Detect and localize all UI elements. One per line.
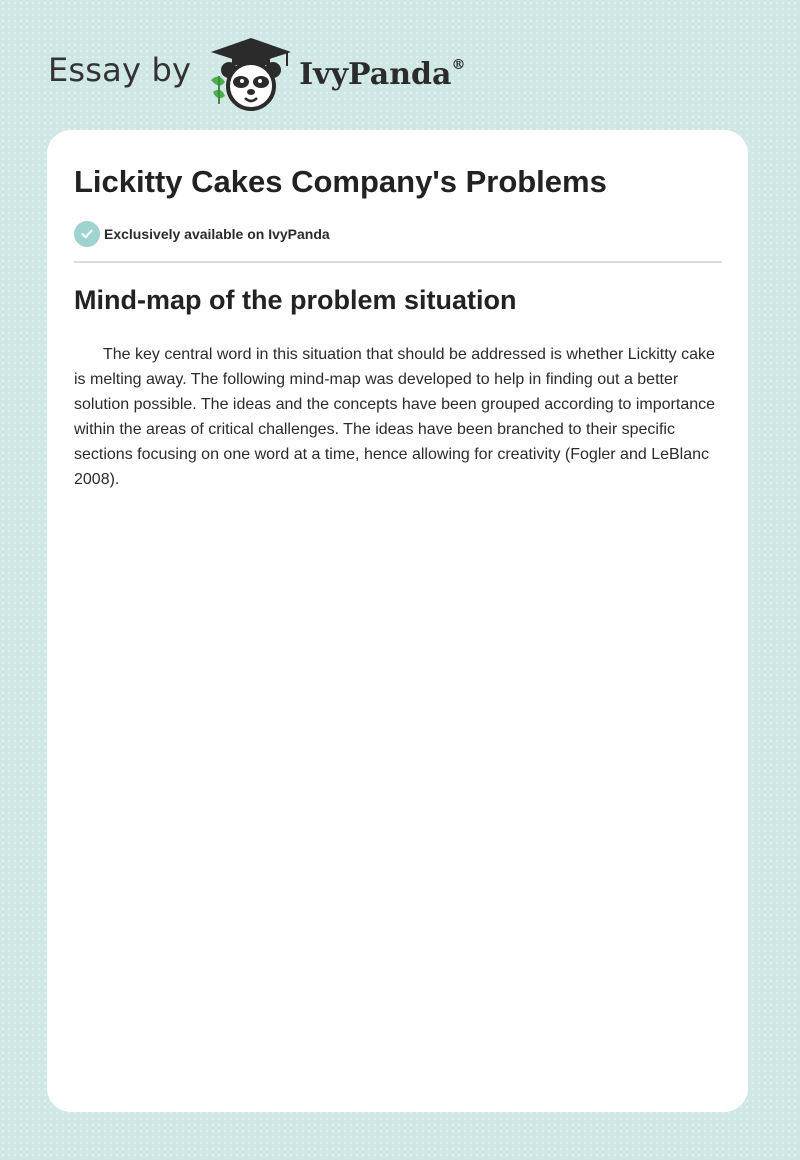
registered-mark: ® [451, 56, 466, 73]
brand-text: IvyPanda [299, 56, 452, 92]
brand-name[interactable] [299, 57, 465, 92]
article-card [47, 130, 748, 1112]
check-circle-icon [74, 221, 100, 247]
essay-by-label: Essay by [48, 51, 192, 89]
exclusive-badge [74, 221, 330, 247]
divider [74, 261, 722, 263]
page-title: Lickitty Cakes Company's Problems [74, 164, 607, 199]
badge-text: Exclusively available on IvyPanda [104, 226, 330, 242]
body-paragraph: The key central word in this situation that should be addressed is whether Lickitty cake is melting away. The following mind-map was developed to help in finding out a better solution possible. The ideas and the concepts have been grouped according to importance within the areas of critical challenges. The ideas have been branched to their specific sections focusing on one word at a time, hence allowing for creativity (Fogler and LeBlanc 2008). [74, 346, 716, 488]
section-heading: Mind-map of the problem situation [74, 285, 517, 315]
site-header [48, 34, 465, 114]
panda-graduate-icon[interactable] [205, 36, 297, 112]
